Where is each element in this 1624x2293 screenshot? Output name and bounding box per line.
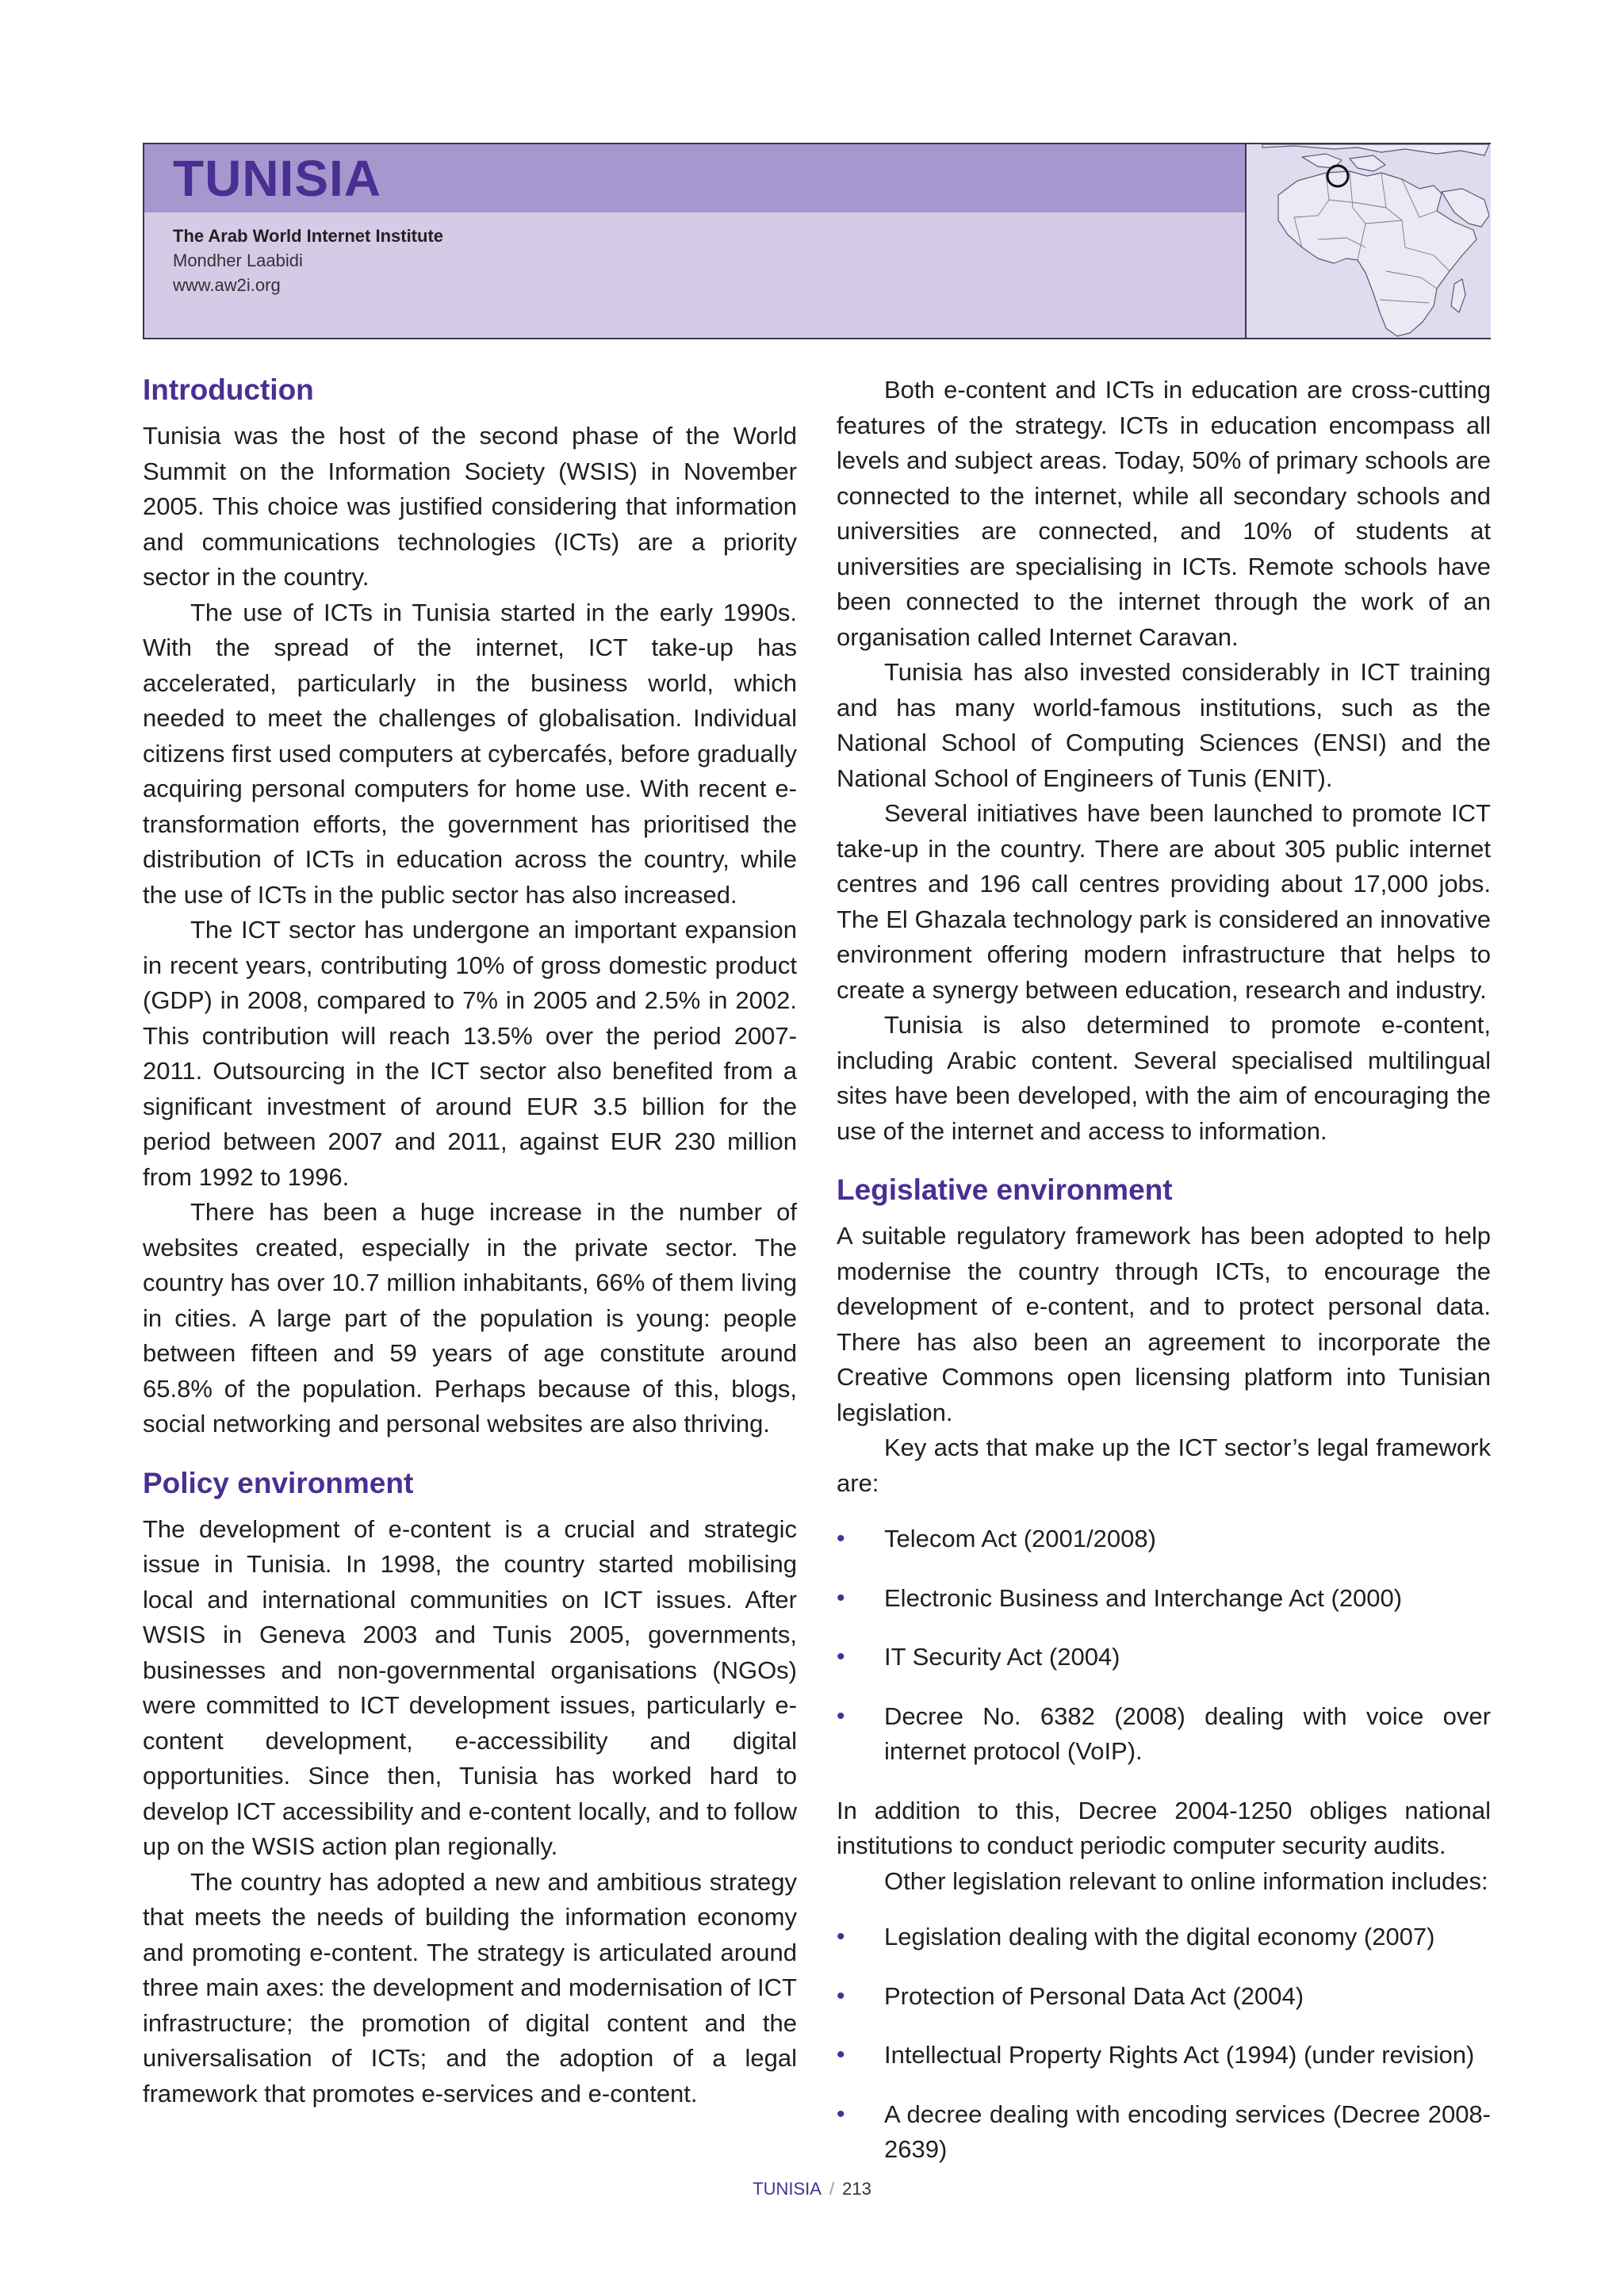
list-item: • Decree No. 6382 (2008) dealing with voice over internet protocol (VoIP). (837, 1699, 1491, 1770)
introduction-heading: Introduction (143, 373, 314, 406)
bullet-icon: • (837, 1644, 845, 1670)
organisation-url: www.aw2i.org (173, 275, 281, 295)
paragraph: A suitable regulatory framework has been adopted to help modernise the country through ICTs, to encourage the development of e-content, and to protect personal data. There has also been an agreement to incorporate the Creative Commons open licensing platform into Tunisian legislation. (837, 1222, 1491, 1426)
bullet-icon: • (837, 1924, 845, 1950)
left-column (143, 373, 797, 2111)
paragraph: There has been a huge increase in the number of websites created, especially in the private sector. The country has over 10.7 million inhabitants, 66% of them living in cities. A large part of the population is young: people between fifteen and 59 years of age constitute around 65.8% of the population. Perhaps because of this, blogs, social networking and personal websites are also thriving. (143, 1198, 797, 1437)
right-column (837, 373, 1491, 2192)
list-item: • Legislation dealing with the digital economy (2007) (837, 1920, 1491, 1955)
footer-separator: / (829, 2179, 835, 2199)
paragraph: The country has adopted a new and ambitious strategy that meets the needs of building the information economy and promoting e-content. The strategy is articulated around three main axes: the development and modernisation of ICT infrastructure; the promotion of digital content and the universalisation of ICTs; and the adoption of a legal framework that promotes e-services and e-content. (143, 1867, 797, 2107)
page-footer (0, 2179, 1624, 2199)
paragraph: Tunisia was the host of the second phase of the World Summit on the Information Society (WSIS) in November 2005. This choice was justified considering that information and communications technologies (ICTs) are a priority sector in the country. (143, 422, 797, 591)
paragraph: Tunisia is also determined to promote e-content, including Arabic content. Several specialised multilingual sites have been developed, with the aim of encouraging the use of the internet and access to information. (837, 1011, 1491, 1145)
list-item: • IT Security Act (2004) (837, 1640, 1491, 1675)
report-header (143, 143, 1491, 339)
author-block (173, 224, 443, 297)
list-item: • A decree dealing with encoding services (Decree 2008-2639) (837, 2097, 1491, 2168)
list-item: • Telecom Act (2001/2008) (837, 1522, 1491, 1557)
paragraph: In addition to this, Decree 2004-1250 obliges national institutions to conduct periodic computer security audits. (837, 1796, 1491, 1859)
locator-map (1245, 144, 1491, 338)
online-legislation-list (837, 1920, 1491, 2168)
bullet-icon: • (837, 2042, 845, 2068)
bullet-icon: • (837, 2100, 845, 2127)
author-name: Mondher Laabidi (173, 251, 303, 270)
bullet-icon: • (837, 1584, 845, 1611)
footer-country: TUNISIA (753, 2179, 822, 2199)
paragraph: Tunisia has also invested considerably in ICT training and has many world-famous institutions, such as the National School of Computing Sciences (ENSI) and the National School of Engineers of Tunis (ENIT). (837, 658, 1491, 792)
africa-map-icon (1247, 144, 1489, 338)
list-item: • Intellectual Property Rights Act (1994) (under revision) (837, 2038, 1491, 2073)
legislative-heading: Legislative environment (837, 1173, 1173, 1206)
paragraph: Several initiatives have been launched to promote ICT take-up in the country. There are about 305 public internet centres and 196 call centres providing about 17,000 jobs. The El Ghazala technology park is considered an innovative environment offering modern infrastructure that helps to create a synergy between education, research and industry. (837, 799, 1491, 1004)
paragraph: The ICT sector has undergone an important expansion in recent years, contributing 10% of gross domestic product (GDP) in 2008, compared to 7% in 2005 and 2.5% in 2002. This contribution will reach 13.5% over the period 2007-2011. Outsourcing in the ICT sector also benefited from a significant investment of around EUR 3.5 billion for the period between 2007 and 2011, against EUR 230 million from 1992 to 1996. (143, 916, 797, 1191)
organisation-name: The Arab World Internet Institute (173, 226, 444, 246)
title-band (144, 144, 1245, 212)
page-title: TUNISIA (173, 150, 381, 207)
paragraph: Key acts that make up the ICT sector’s legal framework are: (837, 1434, 1491, 1497)
bullet-icon: • (837, 1702, 845, 1729)
ict-acts-list (837, 1522, 1491, 1770)
bullet-icon: • (837, 1982, 845, 2009)
list-item: • Electronic Business and Interchange Act (2000) (837, 1581, 1491, 1617)
list-item: • Protection of Personal Data Act (2004) (837, 1979, 1491, 2015)
policy-heading: Policy environment (143, 1466, 414, 1499)
paragraph: Both e-content and ICTs in education are cross-cutting features of the strategy. ICTs in education encompass all levels and subject areas. Today, 50% of primary schools are connected to the internet, while all secondary schools and universities are connected, and 10% of students at universities are specialising in ICTs. Remote schools have been connected to the internet through the work of an organisation called Internet Caravan. (837, 376, 1491, 651)
paragraph: The use of ICTs in Tunisia started in the early 1990s. With the spread of the internet, ICT take-up has accelerated, particularly in the business world, which needed to meet the challenges of globalisation. Individual citizens first used computers at cybercafés, before gradually acquiring personal computers for home use. With recent e-transformation efforts, the government has prioritised the distribution of ICTs in education across the country, while the use of ICTs in the public sector has also increased. (143, 598, 797, 909)
bullet-icon: • (837, 1525, 845, 1552)
paragraph: Other legislation relevant to online information includes: (884, 1866, 1488, 1895)
page-number: 213 (842, 2179, 871, 2199)
paragraph: The development of e-content is a crucial and strategic issue in Tunisia. In 1998, the country started mobilising local and international communities on ICT issues. After WSIS in Geneva 2003 and Tunis 2005, governments, businesses and non-governmental organisations (NGOs) were committed to ICT development issues, particularly e-content development, e-accessibility and digital opportunities. Since then, Tunisia has worked hard to develop ICT accessibility and e-content locally, and to follow up on the WSIS action plan regionally. (143, 1514, 797, 1860)
